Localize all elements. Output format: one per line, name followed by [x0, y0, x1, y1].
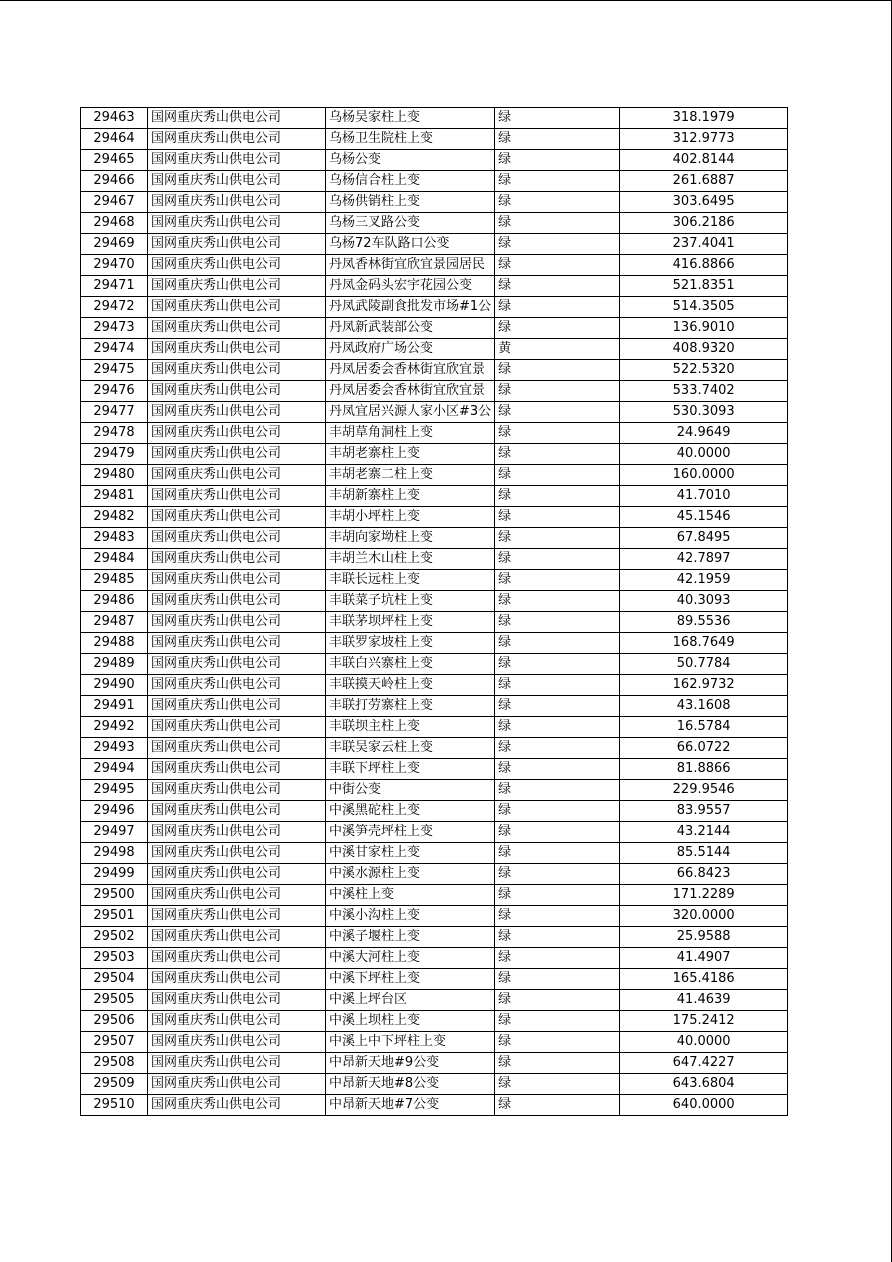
table-row [81, 1011, 788, 1032]
value-cell: 643.6804 [620, 1074, 788, 1095]
table-row [81, 738, 788, 759]
transformer-name-cell: 乌杨公变 [326, 150, 495, 171]
value-cell: 89.5536 [620, 612, 788, 633]
company-cell: 国网重庆秀山供电公司 [148, 759, 326, 780]
table-row [81, 465, 788, 486]
company-cell: 国网重庆秀山供电公司 [148, 1011, 326, 1032]
table-row [81, 1032, 788, 1053]
row-id-cell: 29499 [81, 864, 148, 885]
company-cell: 国网重庆秀山供电公司 [148, 990, 326, 1011]
company-cell: 国网重庆秀山供电公司 [148, 129, 326, 150]
value-cell: 261.6887 [620, 171, 788, 192]
company-cell: 国网重庆秀山供电公司 [148, 633, 326, 654]
page-top-border [0, 0, 892, 1]
status-cell: 绿 [495, 423, 620, 444]
transformer-name-cell: 丰胡新寨柱上变 [326, 486, 495, 507]
value-cell: 303.6495 [620, 192, 788, 213]
value-cell: 160.0000 [620, 465, 788, 486]
transformer-name-cell: 中溪大河柱上变 [326, 948, 495, 969]
company-cell: 国网重庆秀山供电公司 [148, 192, 326, 213]
transformer-name-cell: 丰胡兰木山柱上变 [326, 549, 495, 570]
value-cell: 514.3505 [620, 297, 788, 318]
row-id-cell: 29489 [81, 654, 148, 675]
company-cell: 国网重庆秀山供电公司 [148, 213, 326, 234]
row-id-cell: 29468 [81, 213, 148, 234]
company-cell: 国网重庆秀山供电公司 [148, 885, 326, 906]
row-id-cell: 29508 [81, 1053, 148, 1074]
table-row [81, 213, 788, 234]
company-cell: 国网重庆秀山供电公司 [148, 171, 326, 192]
transformer-name-cell: 丰联罗家坡柱上变 [326, 633, 495, 654]
company-cell: 国网重庆秀山供电公司 [148, 465, 326, 486]
row-id-cell: 29490 [81, 675, 148, 696]
row-id-cell: 29465 [81, 150, 148, 171]
status-cell: 绿 [495, 381, 620, 402]
status-cell: 绿 [495, 570, 620, 591]
status-cell: 绿 [495, 360, 620, 381]
row-id-cell: 29501 [81, 906, 148, 927]
value-cell: 416.8866 [620, 255, 788, 276]
row-id-cell: 29500 [81, 885, 148, 906]
row-id-cell: 29504 [81, 969, 148, 990]
status-cell: 绿 [495, 1095, 620, 1116]
row-id-cell: 29479 [81, 444, 148, 465]
status-cell: 绿 [495, 297, 620, 318]
company-cell: 国网重庆秀山供电公司 [148, 738, 326, 759]
value-cell: 647.4227 [620, 1053, 788, 1074]
table-row [81, 255, 788, 276]
table-row [81, 990, 788, 1011]
value-cell: 83.9557 [620, 801, 788, 822]
row-id-cell: 29467 [81, 192, 148, 213]
value-cell: 43.1608 [620, 696, 788, 717]
value-cell: 320.0000 [620, 906, 788, 927]
row-id-cell: 29497 [81, 822, 148, 843]
status-cell: 绿 [495, 444, 620, 465]
transformer-name-cell: 丹凤香林街宜欣宜景园居民 [326, 255, 495, 276]
value-cell: 66.0722 [620, 738, 788, 759]
table-row [81, 1053, 788, 1074]
table-row [81, 444, 788, 465]
value-cell: 408.9320 [620, 339, 788, 360]
status-cell: 绿 [495, 927, 620, 948]
transformer-name-cell: 丰胡老寨柱上变 [326, 444, 495, 465]
transformer-name-cell: 中昂新天地#7公变 [326, 1095, 495, 1116]
transformer-name-cell: 中溪黑砣柱上变 [326, 801, 495, 822]
value-cell: 40.0000 [620, 1032, 788, 1053]
value-cell: 43.2144 [620, 822, 788, 843]
transformer-name-cell: 中溪小沟柱上变 [326, 906, 495, 927]
value-cell: 522.5320 [620, 360, 788, 381]
value-cell: 42.7897 [620, 549, 788, 570]
table-row [81, 1095, 788, 1116]
table-row [81, 633, 788, 654]
status-cell: 绿 [495, 150, 620, 171]
row-id-cell: 29486 [81, 591, 148, 612]
value-cell: 237.4041 [620, 234, 788, 255]
status-cell: 绿 [495, 213, 620, 234]
company-cell: 国网重庆秀山供电公司 [148, 549, 326, 570]
value-cell: 41.7010 [620, 486, 788, 507]
value-cell: 25.9588 [620, 927, 788, 948]
company-cell: 国网重庆秀山供电公司 [148, 150, 326, 171]
company-cell: 国网重庆秀山供电公司 [148, 948, 326, 969]
table-row [81, 549, 788, 570]
company-cell: 国网重庆秀山供电公司 [148, 780, 326, 801]
row-id-cell: 29505 [81, 990, 148, 1011]
table-row [81, 654, 788, 675]
value-cell: 168.7649 [620, 633, 788, 654]
status-cell: 绿 [495, 318, 620, 339]
table-row [81, 1074, 788, 1095]
status-cell: 绿 [495, 612, 620, 633]
row-id-cell: 29510 [81, 1095, 148, 1116]
table-row [81, 759, 788, 780]
value-cell: 229.9546 [620, 780, 788, 801]
row-id-cell: 29496 [81, 801, 148, 822]
company-cell: 国网重庆秀山供电公司 [148, 234, 326, 255]
status-cell: 绿 [495, 1032, 620, 1053]
company-cell: 国网重庆秀山供电公司 [148, 717, 326, 738]
table-row [81, 150, 788, 171]
data-table [80, 107, 788, 1116]
transformer-name-cell: 中溪柱上变 [326, 885, 495, 906]
company-cell: 国网重庆秀山供电公司 [148, 969, 326, 990]
value-cell: 41.4639 [620, 990, 788, 1011]
transformer-name-cell: 中溪下坪柱上变 [326, 969, 495, 990]
status-cell: 绿 [495, 654, 620, 675]
company-cell: 国网重庆秀山供电公司 [148, 108, 326, 129]
status-cell: 绿 [495, 255, 620, 276]
transformer-name-cell: 丰联长远柱上变 [326, 570, 495, 591]
status-cell: 绿 [495, 234, 620, 255]
status-cell: 绿 [495, 885, 620, 906]
transformer-name-cell: 中溪子堰柱上变 [326, 927, 495, 948]
value-cell: 67.8495 [620, 528, 788, 549]
transformer-name-cell: 丰联吴家云柱上变 [326, 738, 495, 759]
transformer-name-cell: 丰联坝主柱上变 [326, 717, 495, 738]
table-row [81, 843, 788, 864]
company-cell: 国网重庆秀山供电公司 [148, 675, 326, 696]
company-cell: 国网重庆秀山供电公司 [148, 801, 326, 822]
transformer-name-cell: 乌杨三叉路公变 [326, 213, 495, 234]
table-row [81, 234, 788, 255]
transformer-name-cell: 丰联打劳寨柱上变 [326, 696, 495, 717]
row-id-cell: 29473 [81, 318, 148, 339]
status-cell: 绿 [495, 696, 620, 717]
row-id-cell: 29495 [81, 780, 148, 801]
company-cell: 国网重庆秀山供电公司 [148, 339, 326, 360]
value-cell: 162.9732 [620, 675, 788, 696]
status-cell: 绿 [495, 906, 620, 927]
table-row [81, 360, 788, 381]
row-id-cell: 29482 [81, 507, 148, 528]
transformer-name-cell: 乌杨信合柱上变 [326, 171, 495, 192]
table-row [81, 192, 788, 213]
table-row [81, 717, 788, 738]
value-cell: 312.9773 [620, 129, 788, 150]
status-cell: 绿 [495, 969, 620, 990]
status-cell: 黄 [495, 339, 620, 360]
row-id-cell: 29506 [81, 1011, 148, 1032]
transformer-name-cell: 丹凤金码头宏宇花园公变 [326, 276, 495, 297]
company-cell: 国网重庆秀山供电公司 [148, 843, 326, 864]
table-row [81, 129, 788, 150]
table-row [81, 339, 788, 360]
transformer-name-cell: 乌杨供销柱上变 [326, 192, 495, 213]
row-id-cell: 29474 [81, 339, 148, 360]
row-id-cell: 29494 [81, 759, 148, 780]
company-cell: 国网重庆秀山供电公司 [148, 864, 326, 885]
table-row [81, 570, 788, 591]
transformer-name-cell: 乌杨吴家柱上变 [326, 108, 495, 129]
value-cell: 318.1979 [620, 108, 788, 129]
transformer-name-cell: 中街公变 [326, 780, 495, 801]
value-cell: 24.9649 [620, 423, 788, 444]
company-cell: 国网重庆秀山供电公司 [148, 591, 326, 612]
value-cell: 171.2289 [620, 885, 788, 906]
table-row [81, 297, 788, 318]
value-cell: 306.2186 [620, 213, 788, 234]
row-id-cell: 29464 [81, 129, 148, 150]
status-cell: 绿 [495, 486, 620, 507]
row-id-cell: 29480 [81, 465, 148, 486]
company-cell: 国网重庆秀山供电公司 [148, 360, 326, 381]
row-id-cell: 29478 [81, 423, 148, 444]
status-cell: 绿 [495, 528, 620, 549]
status-cell: 绿 [495, 129, 620, 150]
value-cell: 533.7402 [620, 381, 788, 402]
row-id-cell: 29503 [81, 948, 148, 969]
table-body [81, 108, 788, 1116]
row-id-cell: 29492 [81, 717, 148, 738]
value-cell: 16.5784 [620, 717, 788, 738]
status-cell: 绿 [495, 822, 620, 843]
transformer-name-cell: 丰联下坪柱上变 [326, 759, 495, 780]
table-row [81, 948, 788, 969]
table-row [81, 591, 788, 612]
transformer-name-cell: 丰联摸天岭柱上变 [326, 675, 495, 696]
transformer-name-cell: 丰联茅坝坪柱上变 [326, 612, 495, 633]
transformer-name-cell: 乌杨72车队路口公变 [326, 234, 495, 255]
transformer-name-cell: 中溪水源柱上变 [326, 864, 495, 885]
company-cell: 国网重庆秀山供电公司 [148, 402, 326, 423]
status-cell: 绿 [495, 801, 620, 822]
company-cell: 国网重庆秀山供电公司 [148, 486, 326, 507]
company-cell: 国网重庆秀山供电公司 [148, 297, 326, 318]
value-cell: 40.0000 [620, 444, 788, 465]
value-cell: 136.9010 [620, 318, 788, 339]
table-row [81, 675, 788, 696]
company-cell: 国网重庆秀山供电公司 [148, 1095, 326, 1116]
status-cell: 绿 [495, 1053, 620, 1074]
transformer-name-cell: 丹凤宜居兴源人家小区#3公 [326, 402, 495, 423]
value-cell: 85.5144 [620, 843, 788, 864]
transformer-name-cell: 丹凤居委会香林街宜欣宜景 [326, 360, 495, 381]
row-id-cell: 29502 [81, 927, 148, 948]
status-cell: 绿 [495, 780, 620, 801]
transformer-name-cell: 中溪笋壳坪柱上变 [326, 822, 495, 843]
row-id-cell: 29470 [81, 255, 148, 276]
status-cell: 绿 [495, 591, 620, 612]
status-cell: 绿 [495, 108, 620, 129]
transformer-name-cell: 中溪上坝柱上变 [326, 1011, 495, 1032]
status-cell: 绿 [495, 864, 620, 885]
status-cell: 绿 [495, 402, 620, 423]
value-cell: 521.8351 [620, 276, 788, 297]
row-id-cell: 29507 [81, 1032, 148, 1053]
status-cell: 绿 [495, 549, 620, 570]
status-cell: 绿 [495, 507, 620, 528]
value-cell: 81.8866 [620, 759, 788, 780]
table-row [81, 402, 788, 423]
value-cell: 175.2412 [620, 1011, 788, 1032]
table-row [81, 780, 788, 801]
company-cell: 国网重庆秀山供电公司 [148, 570, 326, 591]
table-row [81, 801, 788, 822]
company-cell: 国网重庆秀山供电公司 [148, 318, 326, 339]
transformer-name-cell: 丰胡向家坳柱上变 [326, 528, 495, 549]
status-cell: 绿 [495, 171, 620, 192]
row-id-cell: 29469 [81, 234, 148, 255]
company-cell: 国网重庆秀山供电公司 [148, 927, 326, 948]
table-row [81, 864, 788, 885]
value-cell: 165.4186 [620, 969, 788, 990]
company-cell: 国网重庆秀山供电公司 [148, 276, 326, 297]
row-id-cell: 29509 [81, 1074, 148, 1095]
value-cell: 45.1546 [620, 507, 788, 528]
status-cell: 绿 [495, 633, 620, 654]
table-row [81, 381, 788, 402]
value-cell: 40.3093 [620, 591, 788, 612]
status-cell: 绿 [495, 1074, 620, 1095]
row-id-cell: 29471 [81, 276, 148, 297]
transformer-name-cell: 丹凤新武装部公变 [326, 318, 495, 339]
table-row [81, 927, 788, 948]
company-cell: 国网重庆秀山供电公司 [148, 528, 326, 549]
transformer-name-cell: 乌杨卫生院柱上变 [326, 129, 495, 150]
table-row [81, 822, 788, 843]
table-row [81, 108, 788, 129]
company-cell: 国网重庆秀山供电公司 [148, 444, 326, 465]
row-id-cell: 29484 [81, 549, 148, 570]
table-row [81, 528, 788, 549]
company-cell: 国网重庆秀山供电公司 [148, 1032, 326, 1053]
transformer-name-cell: 中溪上坪台区 [326, 990, 495, 1011]
company-cell: 国网重庆秀山供电公司 [148, 255, 326, 276]
table-row [81, 486, 788, 507]
row-id-cell: 29485 [81, 570, 148, 591]
company-cell: 国网重庆秀山供电公司 [148, 696, 326, 717]
transformer-name-cell: 中昂新天地#9公变 [326, 1053, 495, 1074]
status-cell: 绿 [495, 717, 620, 738]
value-cell: 42.1959 [620, 570, 788, 591]
value-cell: 530.3093 [620, 402, 788, 423]
row-id-cell: 29487 [81, 612, 148, 633]
table-row [81, 696, 788, 717]
transformer-name-cell: 丰胡小坪柱上变 [326, 507, 495, 528]
status-cell: 绿 [495, 465, 620, 486]
status-cell: 绿 [495, 192, 620, 213]
transformer-name-cell: 丰联白兴寨柱上变 [326, 654, 495, 675]
status-cell: 绿 [495, 843, 620, 864]
transformer-name-cell: 中溪上中下坪柱上变 [326, 1032, 495, 1053]
status-cell: 绿 [495, 675, 620, 696]
transformer-name-cell: 丹凤武陵副食批发市场#1公 [326, 297, 495, 318]
table-row [81, 171, 788, 192]
row-id-cell: 29493 [81, 738, 148, 759]
company-cell: 国网重庆秀山供电公司 [148, 423, 326, 444]
row-id-cell: 29477 [81, 402, 148, 423]
transformer-name-cell: 丰胡老寨二柱上变 [326, 465, 495, 486]
company-cell: 国网重庆秀山供电公司 [148, 612, 326, 633]
value-cell: 640.0000 [620, 1095, 788, 1116]
table-row [81, 276, 788, 297]
table-row [81, 507, 788, 528]
table-row [81, 318, 788, 339]
table-row [81, 612, 788, 633]
company-cell: 国网重庆秀山供电公司 [148, 1074, 326, 1095]
company-cell: 国网重庆秀山供电公司 [148, 507, 326, 528]
status-cell: 绿 [495, 276, 620, 297]
table-row [81, 906, 788, 927]
transformer-name-cell: 丹凤居委会香林街宜欣宜景 [326, 381, 495, 402]
company-cell: 国网重庆秀山供电公司 [148, 822, 326, 843]
value-cell: 402.8144 [620, 150, 788, 171]
status-cell: 绿 [495, 990, 620, 1011]
row-id-cell: 29475 [81, 360, 148, 381]
company-cell: 国网重庆秀山供电公司 [148, 381, 326, 402]
status-cell: 绿 [495, 738, 620, 759]
row-id-cell: 29488 [81, 633, 148, 654]
row-id-cell: 29491 [81, 696, 148, 717]
row-id-cell: 29498 [81, 843, 148, 864]
value-cell: 50.7784 [620, 654, 788, 675]
company-cell: 国网重庆秀山供电公司 [148, 1053, 326, 1074]
transformer-name-cell: 丹凤政府广场公变 [326, 339, 495, 360]
status-cell: 绿 [495, 1011, 620, 1032]
company-cell: 国网重庆秀山供电公司 [148, 906, 326, 927]
transformer-name-cell: 中昂新天地#8公变 [326, 1074, 495, 1095]
transformer-name-cell: 丰联菜子坑柱上变 [326, 591, 495, 612]
table-row [81, 423, 788, 444]
status-cell: 绿 [495, 948, 620, 969]
row-id-cell: 29476 [81, 381, 148, 402]
row-id-cell: 29483 [81, 528, 148, 549]
row-id-cell: 29472 [81, 297, 148, 318]
row-id-cell: 29466 [81, 171, 148, 192]
table-row [81, 969, 788, 990]
row-id-cell: 29463 [81, 108, 148, 129]
company-cell: 国网重庆秀山供电公司 [148, 654, 326, 675]
transformer-name-cell: 中溪甘家柱上变 [326, 843, 495, 864]
value-cell: 66.8423 [620, 864, 788, 885]
row-id-cell: 29481 [81, 486, 148, 507]
transformer-name-cell: 丰胡草角洞柱上变 [326, 423, 495, 444]
status-cell: 绿 [495, 759, 620, 780]
table-row [81, 885, 788, 906]
value-cell: 41.4907 [620, 948, 788, 969]
